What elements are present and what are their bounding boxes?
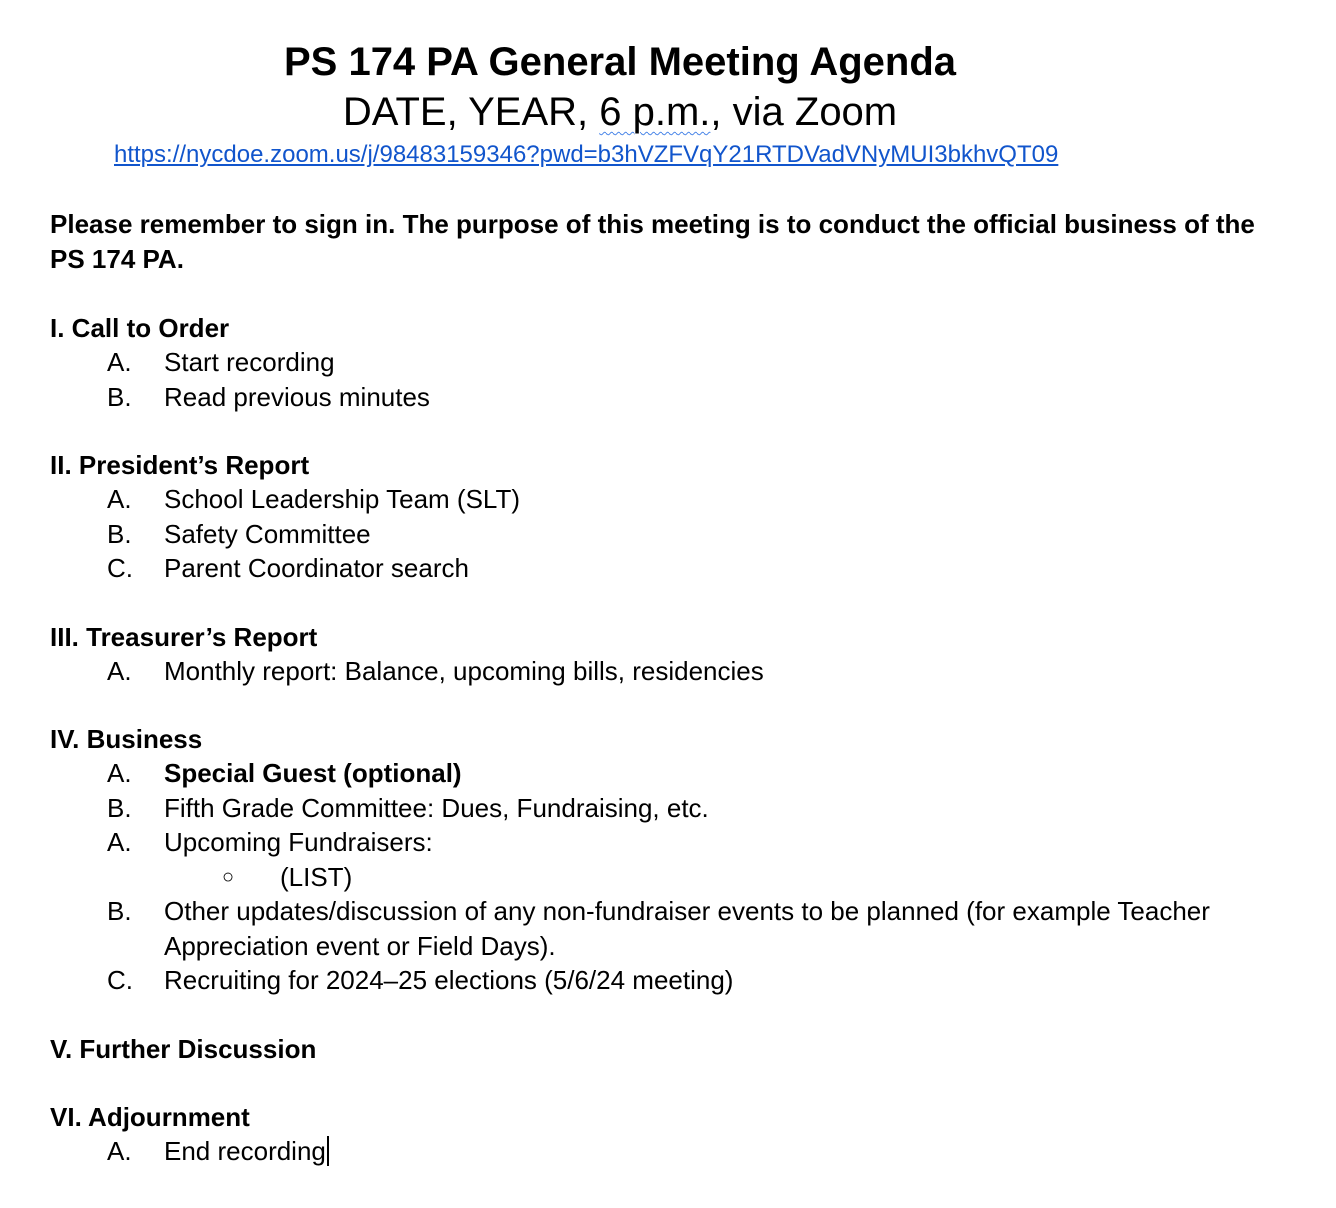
list-marker: A. — [107, 484, 132, 514]
list-item-text: Other updates/discussion of any non-fundraiser events to be planned (for example Teacher Appreciation event or Field Days). — [164, 896, 1210, 961]
zoom-link[interactable]: https://nycdoe.zoom.us/j/98483159346?pwd=b3hVZFVqY21RTDVadVNyMUI3bkhvQT09 — [114, 141, 1059, 168]
list-item-text: Read previous minutes — [164, 381, 430, 412]
list-item-text: Special Guest (optional) — [164, 758, 462, 788]
list-item — [50, 551, 1300, 586]
list-item — [50, 1134, 1300, 1169]
text-cursor — [327, 1136, 329, 1166]
list-marker: B. — [107, 381, 132, 412]
section-call-to-order — [50, 311, 1300, 414]
list-item-text: Upcoming Fundraisers: — [164, 827, 433, 857]
date-suffix: , via Zoom — [710, 90, 898, 134]
list-item-text: Monthly report: Balance, upcoming bills, residencies — [164, 655, 764, 686]
section-presidents-report — [50, 448, 1300, 586]
section-business — [50, 722, 1300, 998]
section-heading: I. Call to Order — [50, 313, 230, 343]
list-marker: C. — [107, 965, 133, 995]
list-item — [50, 963, 1300, 998]
meeting-time-spellcheck[interactable]: 6 p.m. — [599, 90, 711, 134]
list-item-text: (LIST) — [280, 861, 353, 892]
agenda-sections — [50, 311, 1300, 1202]
section-heading: II. President’s Report — [50, 450, 310, 480]
section-heading: V. Further Discussion — [50, 1033, 317, 1064]
page-title: PS 174 PA General Meeting Agenda — [283, 40, 957, 84]
list-item-text: Parent Coordinator search — [164, 553, 469, 583]
list-item — [50, 825, 1300, 860]
intro-paragraph: Please remember to sign in. The purpose of this meeting is to conduct the official business of the PS 174 PA. — [50, 209, 1255, 274]
list-item-text: Fifth Grade Committee: Dues, Fundraising, etc. — [164, 792, 709, 823]
section-further-discussion — [50, 1032, 1300, 1066]
section-heading: IV. Business — [50, 724, 203, 754]
list-item — [50, 894, 1300, 963]
list-marker: A. — [107, 347, 132, 377]
list-marker: A. — [107, 827, 132, 857]
section-heading: III. Treasurer’s Report — [50, 621, 318, 652]
list-item-text: School Leadership Team (SLT) — [164, 484, 521, 514]
list-marker: B. — [107, 518, 132, 549]
list-item-text-container[interactable] — [164, 1134, 1300, 1169]
date-prefix: DATE, YEAR, — [342, 90, 600, 134]
list-item — [50, 517, 1300, 552]
section-treasurers-report — [50, 620, 1300, 689]
list-item — [50, 482, 1300, 517]
meeting-date-line — [0, 86, 1240, 138]
list-item-text: Recruiting for 2024–25 elections (5/6/24 meeting) — [164, 965, 734, 995]
list-item-text: End recording — [164, 1135, 326, 1166]
list-marker: A. — [107, 758, 132, 788]
list-item — [50, 654, 1300, 689]
list-item-text: Start recording — [164, 347, 335, 377]
sub-list-item — [50, 860, 1300, 895]
list-item — [50, 756, 1300, 791]
section-adjournment — [50, 1100, 1300, 1169]
hollow-bullet-icon: ○ — [222, 865, 235, 888]
list-item — [50, 380, 1300, 415]
list-marker: B. — [107, 792, 132, 823]
list-item — [50, 791, 1300, 826]
list-item-text: Safety Committee — [164, 518, 371, 549]
section-heading: VI. Adjournment — [50, 1101, 250, 1132]
list-marker: A. — [107, 655, 132, 686]
list-marker: B. — [107, 896, 132, 926]
list-marker: C. — [107, 553, 133, 583]
list-item — [50, 345, 1300, 380]
list-marker: A. — [107, 1135, 132, 1166]
